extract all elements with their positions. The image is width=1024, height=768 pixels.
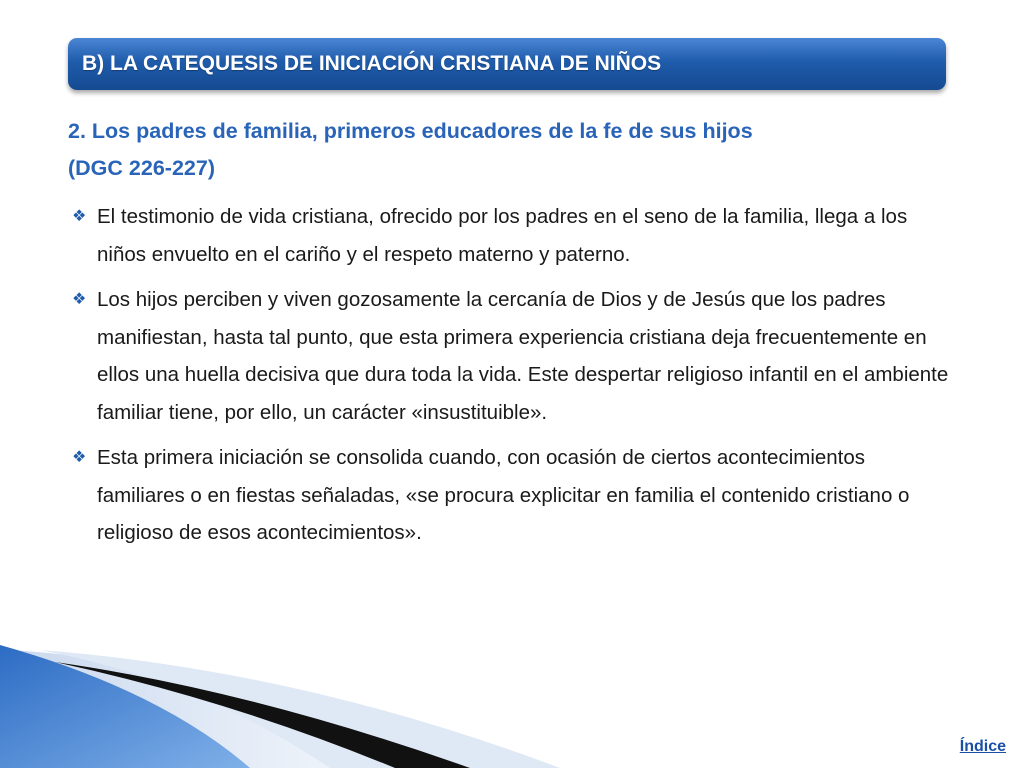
section-subtitle-line-2: (DGC 226-227) [68,156,215,180]
bullet-text: Esta primera iniciación se consolida cuando, con ocasión de ciertos acontecimientos familiares o en fiestas señaladas, «se procura explicitar en familia el contenido cristiano o religioso de esos acontecimientos». [97,446,910,544]
list-item [72,198,952,273]
list-item [72,439,952,552]
section-subtitle-line-1: 2. Los padres de familia, primeros educadores de la fe de sus hijos [68,119,753,143]
section-subtitle [68,113,968,187]
bullet-text: El testimonio de vida cristiana, ofrecido por los padres en el seno de la familia, llega a los niños envuelto en el cariño y el respeto materno y paterno. [97,205,908,266]
slide-title: B) LA CATEQUESIS DE INICIACIÓN CRISTIANA DE NIÑOS [82,52,662,75]
index-link[interactable]: Índice [959,738,1006,755]
diamond-bullet-icon: ❖ [72,449,87,466]
diamond-bullet-icon: ❖ [72,291,87,308]
bullet-list [72,198,952,560]
bullet-text: Los hijos perciben y viven gozosamente la cercanía de Dios y de Jesús que los padres manifiestan, hasta tal punto, que esta primera experiencia cristiana deja frecuentemente en ellos una huella decisiva que dura toda la vida. Este despertar religioso infantil en el ambiente familiar tiene, por ello, un carácter «insustituible». [97,288,949,424]
slide-title-bar [68,38,946,90]
list-item [72,281,952,431]
diamond-bullet-icon: ❖ [72,208,87,225]
